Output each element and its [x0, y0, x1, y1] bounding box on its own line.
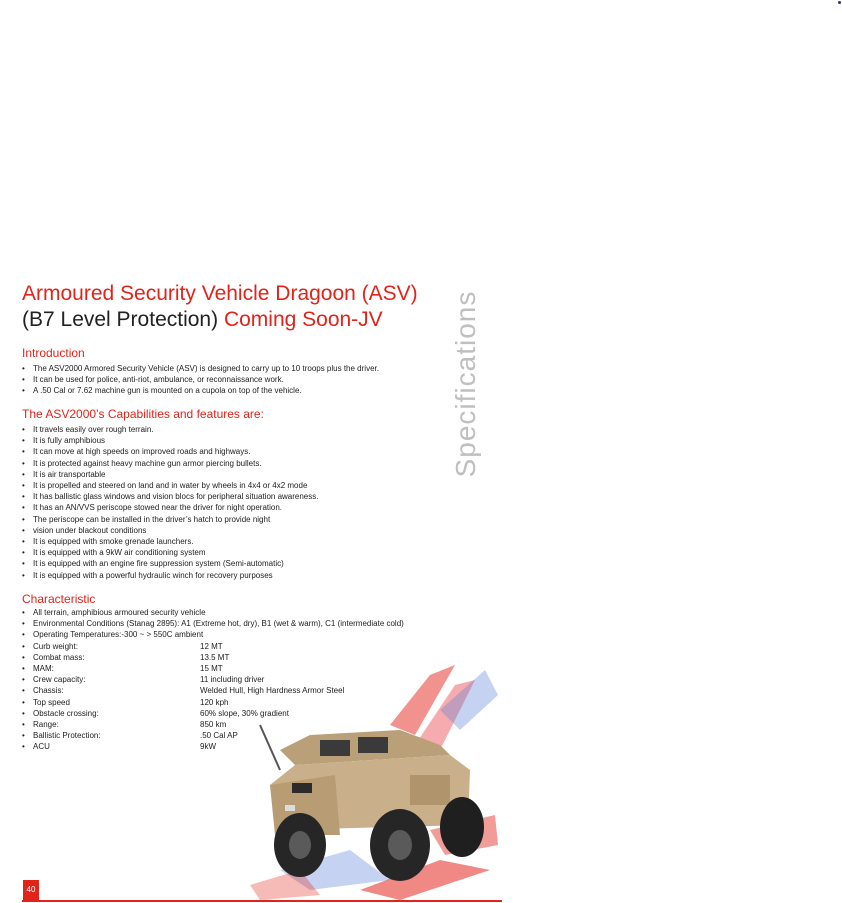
list-item: • It is equipped with an engine fire suppression system (Semi-automatic)	[22, 558, 318, 569]
list-item: • It travels easily over rough terrain.	[22, 424, 318, 435]
spec-label: Obstacle crossing:	[33, 708, 99, 718]
antenna	[260, 725, 280, 770]
spec-label: Top speed	[33, 697, 70, 707]
footer-rule	[22, 900, 502, 902]
spec-value: 9kW	[200, 742, 216, 752]
spec-value: 60% slope, 30% gradient	[200, 708, 289, 718]
introduction-list	[22, 363, 379, 397]
page-number: 40	[23, 880, 39, 900]
list-item: • It is air transportable	[22, 469, 318, 480]
spec-label: Combat mass:	[33, 652, 85, 662]
spec-label: Ballistic Protection:	[33, 731, 101, 741]
spec-value: 13.5 MT	[200, 652, 230, 662]
characteristic-heading: Characteristic	[22, 592, 96, 606]
spec-label: MAM:	[33, 664, 54, 674]
spec-label: ACU	[33, 742, 50, 752]
list-item: • All terrain, amphibious armoured security vehicle	[22, 607, 404, 618]
page-title	[22, 281, 418, 333]
vehicle-illustration	[240, 655, 502, 903]
spec-row	[22, 641, 404, 652]
spec-value: 11 including driver	[200, 675, 265, 685]
title-line-2-part-1: (B7 Level Protection)	[22, 308, 224, 331]
list-item: • vision under blackout conditions	[22, 525, 318, 536]
list-item: • The ASV2000 Armored Security Vehicle (ASV) is designed to carry up to 10 troops plus the driver.	[22, 363, 379, 374]
list-item: • Operating Temperatures:-300 ~ > 550C ambient	[22, 629, 404, 640]
spec-value: 120 kph	[200, 697, 229, 707]
list-item: • It is equipped with a powerful hydraulic winch for recovery purposes	[22, 570, 318, 581]
capabilities-list	[22, 424, 318, 581]
specifications-side-label: Specifications	[450, 290, 481, 478]
list-item: • It can move at high speeds on improved roads and highways.	[22, 446, 318, 457]
list-item: • Environmental Conditions (Stanag 2895): A1 (Extreme hot, dry), B1 (wet & warm), C1 (intermediate cold)	[22, 618, 404, 629]
spec-label: Crew capacity:	[33, 675, 86, 685]
list-item: • It is fully amphibious	[22, 435, 318, 446]
list-item: • A .50 Cal or 7.62 machine gun is mounted on a cupola on top of the vehicle.	[22, 385, 379, 396]
title-line-1: Armoured Security Vehicle Dragoon (ASV)	[22, 282, 418, 305]
list-item: • It has ballistic glass windows and vision blocs for peripheral situation awareness.	[22, 491, 318, 502]
spec-value: .50 Cal AP	[200, 731, 238, 741]
spec-value: 15 MT	[200, 664, 223, 674]
corner-dot	[838, 1, 841, 4]
list-item: • It can be used for police, anti-riot, ambulance, or reconnaissance work.	[22, 374, 379, 385]
spec-value: 850 km	[200, 720, 227, 730]
title-line-2-part-2: Coming Soon-JV	[223, 308, 383, 331]
list-item: • It is propelled and steered on land and in water by wheels in 4x4 or 4x2 mode	[22, 480, 318, 491]
list-item: • It has an AN/VVS periscope stowed near the driver for night operation.	[22, 502, 318, 513]
spec-label: Chassis:	[33, 686, 64, 696]
spec-label: Curb weight:	[33, 641, 78, 651]
list-item: • It is protected against heavy machine gun armor piercing bullets.	[22, 458, 318, 469]
list-item: • It is equipped with a 9kW air conditioning system	[22, 547, 318, 558]
introduction-heading: Introduction	[22, 346, 85, 360]
spec-value: 12 MT	[200, 641, 223, 651]
spec-label: Range:	[33, 720, 59, 730]
list-item: • It is equipped with smoke grenade launchers.	[22, 536, 318, 547]
spec-value: Welded Hull, High Hardness Armor Steel	[200, 686, 345, 696]
list-item: • The periscope can be installed in the driver’s hatch to provide night	[22, 514, 318, 525]
capabilities-heading: The ASV2000’s Capabilities and features are:	[22, 407, 264, 421]
